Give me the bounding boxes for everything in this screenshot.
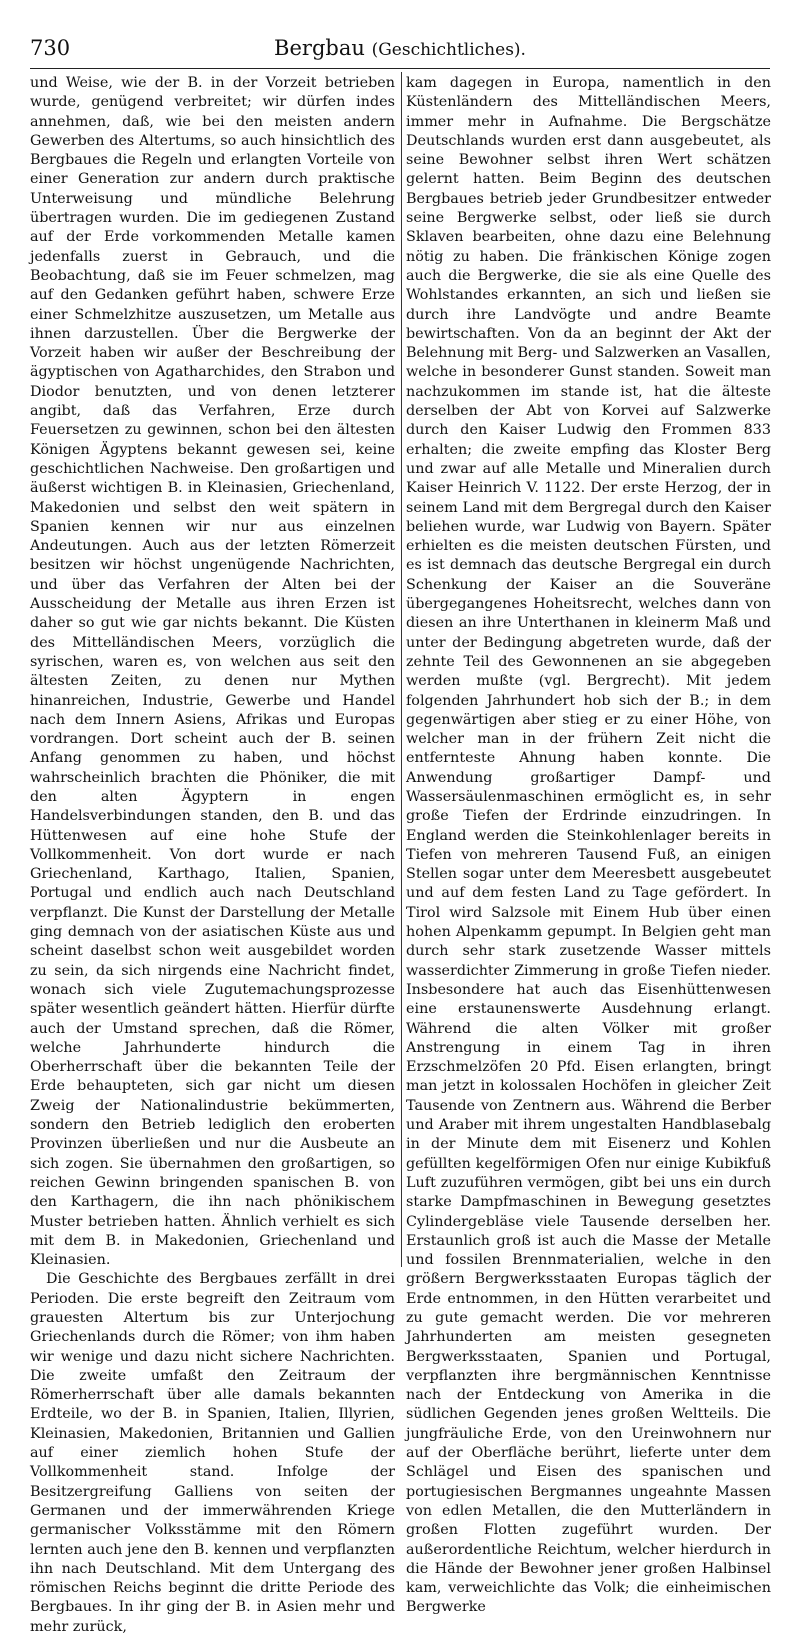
right-paragraph-1: kam dagegen in Europa, namentlich in den Küstenländern des Mittelländischen Meers, immer mehr in Aufnahme. Die Bergschätze Deutschlands wurden erst dann ausgebeutet, als seine Bewohner selbst ihren Wert schätzen gelernt hatten. Beim Beginn des deutschen Bergbaues betrieb jeder Grundbesitzer entweder seine Bergwerke selbst, oder ließ sie durch Sklaven bearbeiten, ohne dazu eine Belehnung nötig zu haben. Die fränkischen Könige zogen auch die Bergwerke, die sie als eine Quelle des Wohlstandes erkannten, an sich und ließen sie durch ihre Landvögte und andre Beamte bewirtschaften. Von da an beginnt der Akt der Belehnung mit Berg- und Salzwerken an Vasallen, welche in besonderer Gunst standen. Soweit man nachzukommen im stande ist, hat die älteste derselben der Abt von Korvei auf Salzwerke durch den Kaiser Ludwig den Frommen 833 erhalten; die zweite empfing das Kloster Berg und zwar auf alle Metalle und Mineralien durch Kaiser Heinrich V. 1122. Der erste Herzog, der in seinem Land mit dem Bergregal durch den Kaiser beliehen wurde, war Ludwig von Bayern. Später erhielten es die meisten deutschen Fürsten, und es ist demnach das deutsche Bergregal ein durch Schenkung der Kaiser an die Souveräne übergegangenes Hoheitsrecht, welches dann von diesen an ihre Unterthanen in kleinerm Maß und unter der Bedingung abgetreten wurde, daß der zehnte Teil des Gewonnenen an sie abgegeben werden mußte (vgl. Bergrecht). Mit jedem folgenden Jahrhundert hob sich der B.; in dem gegenwärtigen aber stieg er zu einer Höhe, von welcher man in der frühern Zeit nicht die entfernteste Ahnung haben konnte. Die Anwendung großartiger Dampf- und Wassersäulenmaschinen ermöglicht es, in sehr große Tiefen der Erdrinde einzudringen. In England werden die Steinkohlenlager bereits in Tiefen von mehreren Tausend Fuß, an einigen Stellen sogar unter dem Meeresbett ausgebeutet und auf dem festen Land zu Tage gefördert. In Tirol wird Salzsole mit Einem Hub über einen hohen Alpenkamm gepumpt. In Belgien geht man durch sehr stark zusetzende Wasser mittels wasserdichter Zimmerung in große Tiefen nieder. Insbesondere hat auch das Eisenhüttenwesen eine erstaunenswerte Ausdehnung erlangt. Während die alten Völker mit großer Anstrengung in einem Tag in ihren Erzschmelzöfen 20 Pfd. Eisen erlangten, bringt man jetzt in kolossalen Hochöfen in gleicher Zeit Tausende von Zentnern aus. Während die Berber und Araber mit ihrem ungestalten Handblasebalg in der Minute dem mit Eisenerz und Kohlen gefüllten kegelförmigen Ofen nur einige Kubikfuß Luft zuzuführen vermögen, gibt bei uns ein durch starke Dampfmaschinen in Bewegung gesetztes Cylindergebläse viele Tausende derselben her. Erstaunlich groß ist auch die Masse der Metalle und fossilen Brennmaterialien, welche in den größern Bergwerksstaaten Europas täglich der Erde entnommen, in den Hütten verarbeitet und zu gute gemacht werden. Die vor mehreren Jahrhunderten am meisten gesegneten Bergwerksstaaten, Spanien und Portugal, verpflanzten ihre bergmännischen Kenntnisse nach der Entdeckung von Amerika in die südlichen Gegenden jenes großen Weltteils. Die jungfräuliche Erde, von den Ureinwohnern nur auf der Oberfläche berührt, lieferte unter dem Schlägel und Eisen des spanischen und portugiesischen Bergmannes ungeahnte Massen von edlen Metallen, die den Mutterländern in großen Flotten zugeführt wurden. Der außerordentliche Reichtum, welcher hierdurch in die Hände der Bewohner jener großen Halbinsel kam, verweichlichte das Volk; die einheimischen Bergwerke [406,75,771,1616]
running-title-main: Bergbau [274,36,365,60]
right-column [406,74,771,1616]
left-paragraph-2: Die Geschichte des Bergbaues zerfällt in drei Perioden. Die erste begreift den Zeitraum vom grauesten Altertum bis zur Unterjochung Griechenlands durch die Römer; von ihm haben wir wenige und dazu nicht sichere Nachrichten. Die zweite umfaßt den Zeitraum der Römerherrschaft über alle damals bekannten Erdteile, wo der B. in Spanien, Italien, Illyrien, Kleinasien, Makedonien, Britannien und Gallien auf einer ziemlich hohen Stufe der Vollkommenheit stand. Infolge der Besitzergreifung Galliens von seiten der Germanen und der immerwährenden Kriege germanischer Volksstämme mit den Römern lernten auch jene den B. kennen und verpflanzten ihn nach Deutschland. Mit dem Untergang des römischen Reichs beginnt die dritte Periode des Bergbaues. In ihr ging der B. in Asien mehr und mehr zurück, [30,1271,395,1635]
column-divider [401,72,402,1267]
left-column [30,74,395,1635]
header-rule [30,68,770,69]
page-number: 730 [30,36,71,60]
running-title [30,36,770,60]
page-header [30,36,770,70]
running-title-subtitle: (Geschichtliches). [371,40,526,60]
left-paragraph-1: und Weise, wie der B. in der Vorzeit betrieben wurde, genügend verbreitet; wir dürfen indes annehmen, daß, wie bei den meisten andern Gewerben des Altertums, so auch hinsichtlich des Bergbaues die Regeln und erlangten Vorteile von einer Generation zur andern durch praktische Unterweisung und mündliche Belehrung übertragen wurden. Die im gediegenen Zustand auf der Erde vorkommenden Metalle kamen jedenfalls zuerst in Gebrauch, und die Beobachtung, daß sie im Feuer schmelzen, mag auf den Gedanken geführt haben, schwere Erze einer Schmelzhitze auszusetzen, um Metalle aus ihnen darzustellen. Über die Bergwerke der Vorzeit haben wir außer der Beschreibung der ägyptischen von Agatharchides, den Strabon und Diodor benutzten, und von denen letzterer angibt, daß das Verfahren, Erze durch Feuersetzen zu gewinnen, schon bei den ältesten Königen Ägyptens bekannt gewesen sei, keine geschichtlichen Nachweise. Den großartigen und äußerst wichtigen B. in Kleinasien, Griechenland, Makedonien und selbst den weit spätern in Spanien kennen wir nur aus einzelnen Andeutungen. Auch aus der letzten Römerzeit besitzen wir höchst ungenügende Nachrichten, und über das Verfahren der Alten bei der Ausscheidung der Metalle aus ihren Erzen ist daher so gut wie gar nichts bekannt. Die Küsten des Mittelländischen Meers, vorzüglich die syrischen, waren es, von welchen aus seit den ältesten Zeiten, zu denen nur Mythen hinanreichen, Industrie, Gewerbe und Handel nach dem Innern Asiens, Afrikas und Europas vordrangen. Dort scheint auch der B. seinen Anfang genommen zu haben, und höchst wahrscheinlich brachten die Phöniker, die mit den alten Ägyptern in engen Handelsverbindungen standen, den B. und das Hüttenwesen auf eine hohe Stufe der Vollkommenheit. Von dort wurde er nach Griechenland, Karthago, Italien, Spanien, Portugal und endlich auch nach Deutschland verpflanzt. Die Kunst der Darstellung der Metalle ging demnach von der asiatischen Küste aus und scheint daselbst schon weit ausgebildet worden zu sein, da sich nirgends eine Nachricht findet, wonach sich viele Zugutemachungsprozesse später wesentlich geändert hätten. Hierfür dürfte auch der Umstand sprechen, daß die Römer, welche Jahrhunderte hindurch die Oberherrschaft über die bekannten Teile der Erde behaupteten, sich gar nicht um diesen Zweig der Nationalindustrie bekümmerten, sondern den Betrieb lediglich den eroberten Provinzen überließen und nur die Ausbeute an sich zogen. Sie übernahmen den großartigen, so reichen Gewinn bringenden spanischen B. von den Karthagern, die ihn nach phönikischem Muster betrieben hatten. Ähnlich verhielt es sich mit dem B. in Makedonien, Griechenland und Kleinasien. [30,75,395,1269]
